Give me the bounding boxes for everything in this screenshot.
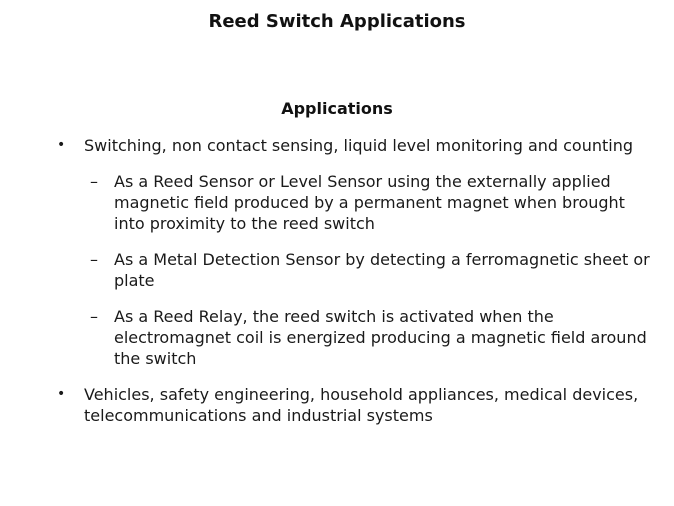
bullet-marker: • xyxy=(57,386,66,402)
bullet-text: Vehicles, safety engineering, household appliances, medical devices, telecommunications and industrial systems xyxy=(84,385,639,425)
sub-item-text: As a Reed Sensor or Level Sensor using the externally applied magnetic field produced by a permanent magnet when brought into proximity to the reed switch xyxy=(114,172,625,233)
bullet-text: Switching, non contact sensing, liquid level monitoring and counting xyxy=(84,136,634,155)
dash-marker: – xyxy=(90,250,98,269)
dash-marker: – xyxy=(90,172,98,191)
sub-item-reed-relay xyxy=(90,306,657,369)
sub-item-reed-sensor xyxy=(90,171,657,234)
sub-item-text: As a Metal Detection Sensor by detecting a ferromagnetic sheet or plate xyxy=(114,250,650,290)
sub-item-metal-detection xyxy=(90,249,657,291)
sub-list xyxy=(57,171,657,369)
sub-item-text: As a Reed Relay, the reed switch is activated when the electromagnet coil is energized producing a magnetic field around the switch xyxy=(114,307,647,368)
bullet-list xyxy=(57,135,657,426)
bullet-item-industries xyxy=(57,384,657,426)
slide-title: Reed Switch Applications xyxy=(208,11,466,32)
section-heading: Applications xyxy=(281,99,393,118)
dash-marker: – xyxy=(90,307,98,326)
bullet-item-switching xyxy=(57,135,657,156)
bullet-marker: • xyxy=(57,137,66,153)
